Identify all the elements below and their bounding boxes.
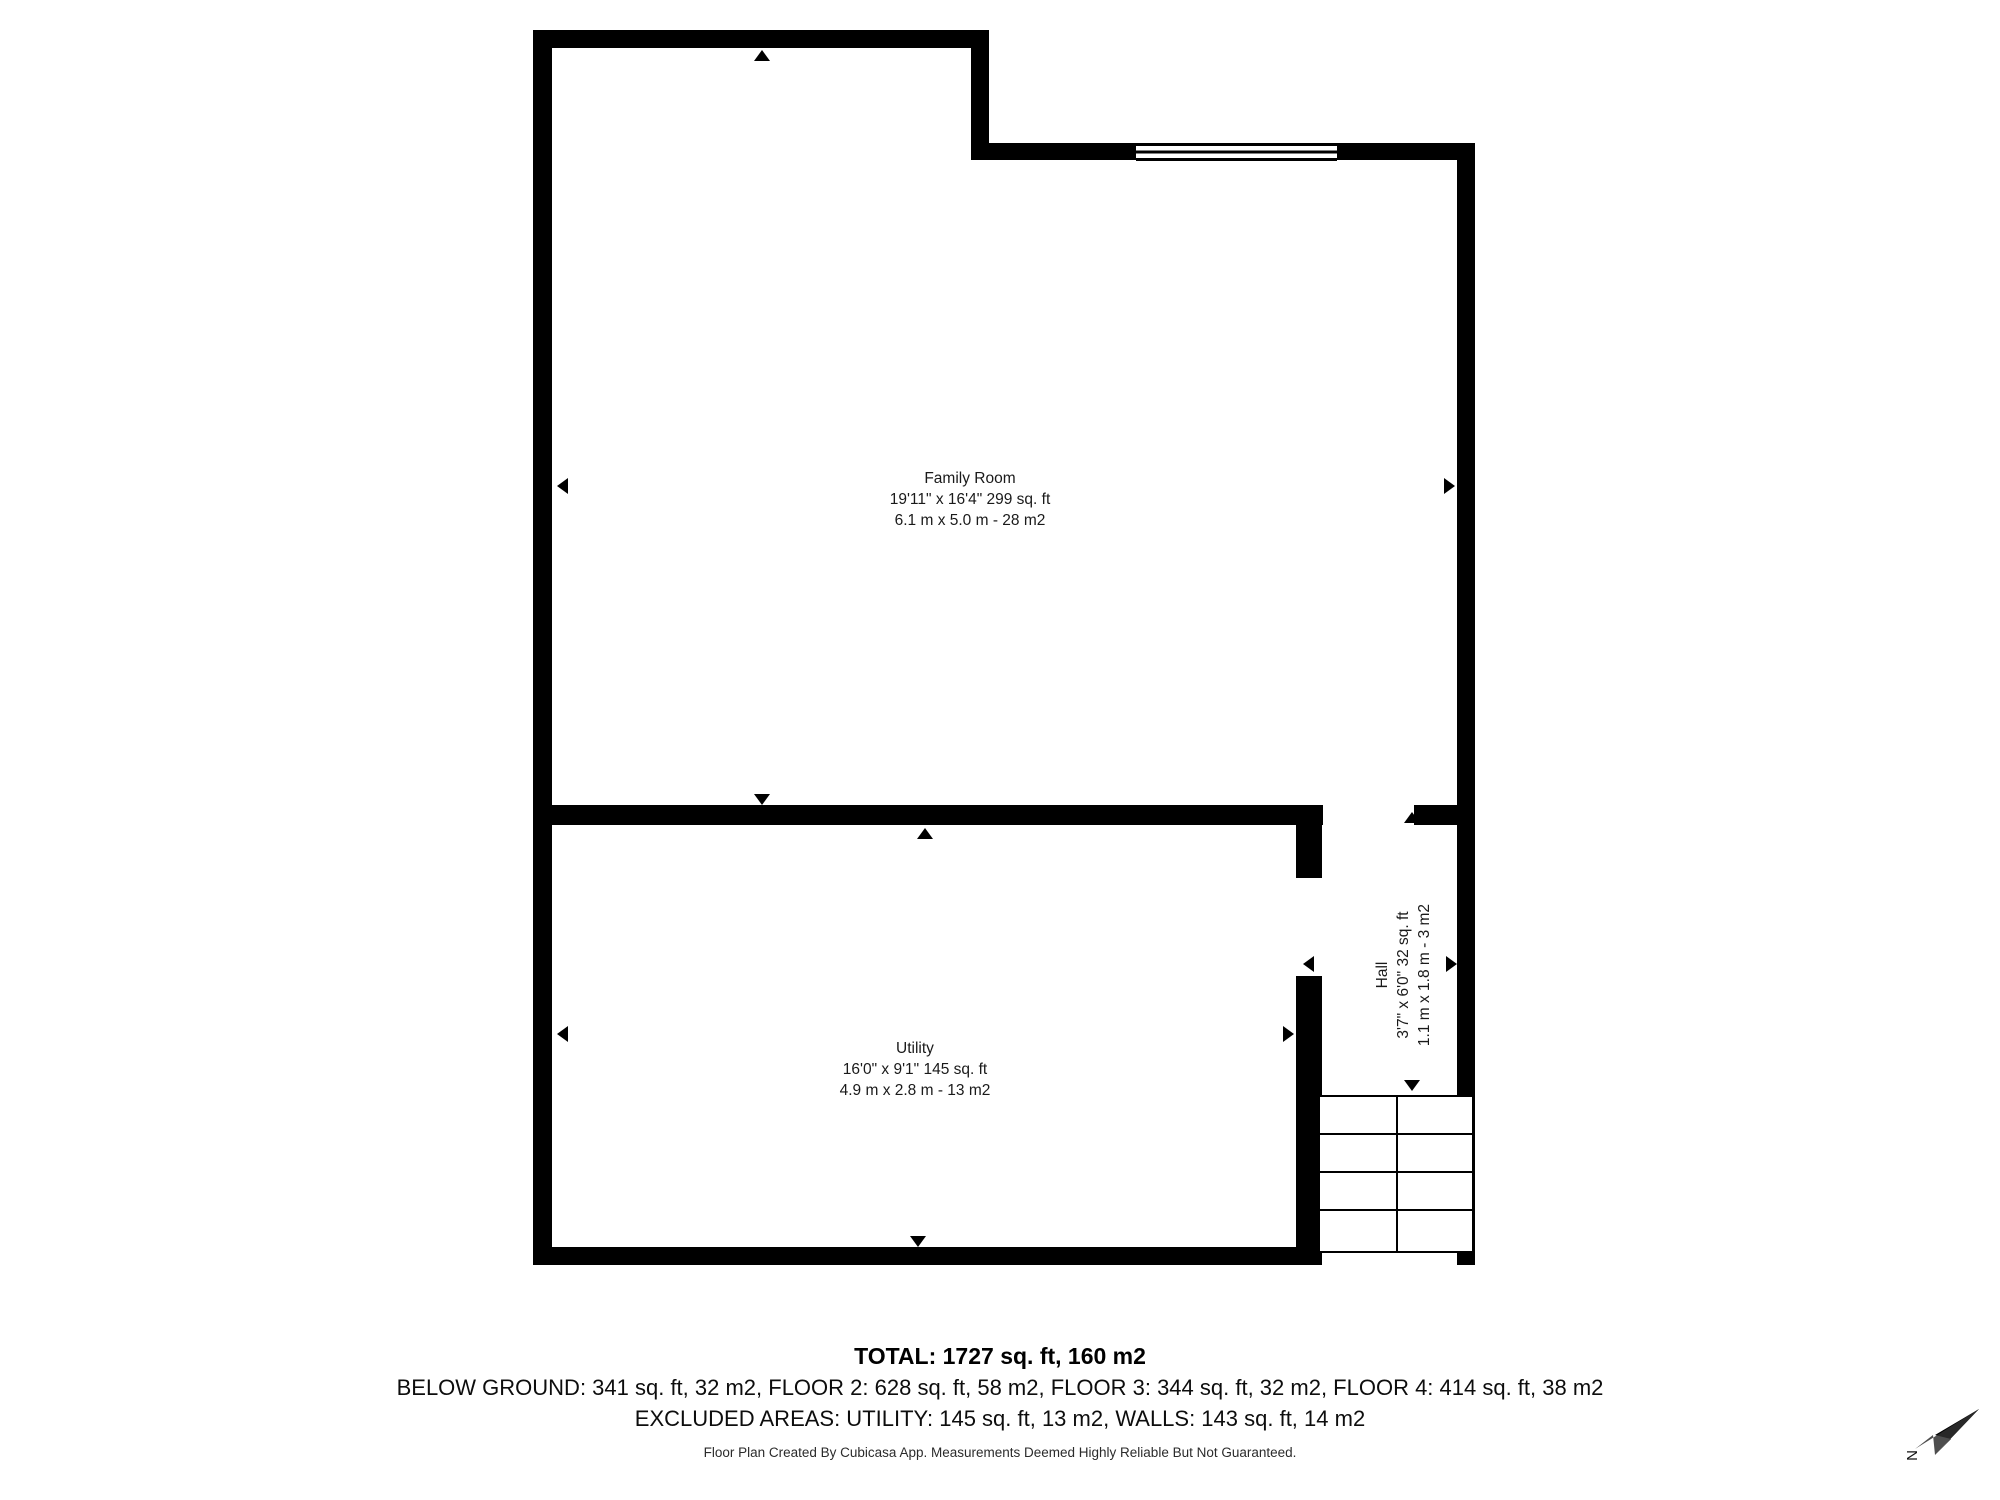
dimension-arrow-family-right xyxy=(1444,478,1455,494)
per-floor-area-text: BELOW GROUND: 341 sq. ft, 32 m2, FLOOR 2: 628 sq. ft, 58 m2, FLOOR 3: 344 sq. ft, 32 m2, FLOOR 4: 414 sq. ft, 38 m2 xyxy=(396,1375,1604,1400)
wall-exterior-top-left xyxy=(533,30,989,48)
dimension-arrow-family-left xyxy=(557,478,568,494)
dimension-arrow-utility-bottom xyxy=(910,1236,926,1247)
wall-exterior-right-upper xyxy=(1457,143,1475,816)
utility-metric: 4.9 m x 2.8 m - 13 m2 xyxy=(839,1082,991,1099)
dimension-arrow-family-top xyxy=(754,50,770,61)
north-label: N xyxy=(1903,1450,1921,1461)
dimension-arrow-utility-right xyxy=(1283,1026,1294,1042)
excluded-area-text: EXCLUDED AREAS: UTILITY: 145 sq. ft, 13 m2, WALLS: 143 sq. ft, 14 m2 xyxy=(634,1406,1366,1431)
north-arrow-svg xyxy=(1905,1405,1985,1475)
utility-imperial: 16'0" x 9'1" 145 sq. ft xyxy=(842,1061,988,1078)
family-room-imperial: 19'11" x 16'4" 299 sq. ft xyxy=(889,491,1051,508)
dimension-arrow-utility-top xyxy=(917,828,933,839)
wall-exterior-step-vertical xyxy=(971,30,989,160)
hall-imperial: 3'7" x 6'0" 32 sq. ft xyxy=(1395,911,1412,1039)
dimension-arrow-utility-left xyxy=(557,1026,568,1042)
area-summary xyxy=(0,1340,2000,1460)
utility-label xyxy=(715,1038,1115,1101)
wall-exterior-top-window-right xyxy=(1337,143,1475,160)
wall-exterior-bottom xyxy=(533,1247,1303,1265)
family-room-label xyxy=(760,468,1180,531)
stair-step xyxy=(1320,1171,1472,1173)
hall-metric: 1.1 m x 1.8 m - 3 m2 xyxy=(1416,903,1433,1047)
wall-exterior-top-window-left xyxy=(971,143,1136,160)
wall-exterior-left xyxy=(533,30,552,1265)
total-area-text: TOTAL: 1727 sq. ft, 160 m2 xyxy=(854,1343,1146,1369)
dimension-arrow-family-bottom xyxy=(754,794,770,805)
wall-interior-family-utility xyxy=(533,805,1323,825)
hall-name: Hall xyxy=(1374,961,1391,989)
dimension-arrow-hall-right xyxy=(1446,956,1457,972)
stair-step xyxy=(1320,1209,1472,1211)
window-top-icon xyxy=(1136,143,1337,161)
family-room-name: Family Room xyxy=(924,470,1016,487)
dimension-arrow-hall-left xyxy=(1303,956,1314,972)
north-arrow-icon xyxy=(1905,1405,1985,1475)
family-room-fill xyxy=(552,45,972,815)
wall-interior-hall-vertical xyxy=(1296,805,1322,880)
family-room-metric: 6.1 m x 5.0 m - 28 m2 xyxy=(894,512,1046,529)
credit-text: Floor Plan Created By Cubicasa App. Measurements Deemed Highly Reliable But Not Guaranteed. xyxy=(703,1445,1297,1460)
hall-label xyxy=(1372,800,1432,1150)
utility-name: Utility xyxy=(896,1040,934,1057)
